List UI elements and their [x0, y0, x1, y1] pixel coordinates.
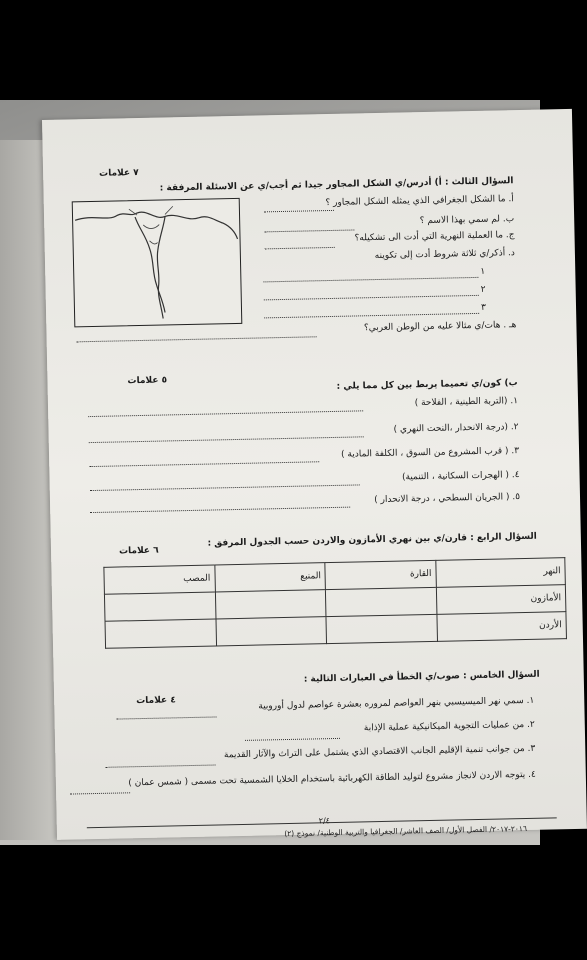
- q5-item: ٣. من جوانب تنمية الإقليم الجانب الاقتصادي الذي يشتمل على التراث والآثار القديمة: [223, 743, 536, 761]
- answer-line[interactable]: [264, 313, 479, 319]
- delta-map-figure: [72, 198, 243, 327]
- river-name-cell: الأمازون: [436, 585, 566, 615]
- q3-item-b: ب. لم سمي بهذا الاسم ؟: [419, 214, 515, 227]
- q5-item: ٤. يتوجه الاردن لانجاز مشروع لتوليد الطاقة الكهربائية باستخدام الخلايا الشمسية تحت مسمى ( شمس عمان ): [128, 769, 536, 789]
- answer-line[interactable]: [106, 765, 216, 768]
- q3-header: السؤال الثالث : أ) أدرس/ي الشكل المجاور جيدا ثم أجب/ي عن الاسئلة المرفقة :: [159, 176, 514, 194]
- condition-number: ٣: [480, 302, 486, 313]
- answer-line[interactable]: [77, 336, 317, 342]
- answer-line[interactable]: [88, 410, 363, 417]
- q3b-item: ١. (التربة الطينية ، الفلاحة ): [414, 396, 519, 409]
- table-header-cell: المنبع: [215, 563, 326, 592]
- condition-number: ٢: [480, 284, 486, 295]
- q3-item-e: هـ . هات/ي مثالا عليه من الوطن العربي؟: [363, 320, 517, 334]
- answer-line[interactable]: [90, 484, 360, 491]
- table-header-cell: النهر: [436, 558, 566, 588]
- table-header-cell: المصب: [104, 565, 215, 594]
- footer-text: ٢٠١٦-٢٠١٧/ الفصل الأول/ الصف العاشر/ الجغرافيا والتربية الوطنية/ نموذج (٢): [284, 824, 528, 839]
- q3b-header: ب) كون/ي تعميما يربط بين كل مما يلي :: [336, 378, 518, 392]
- answer-line[interactable]: [89, 461, 319, 467]
- answer-line[interactable]: [264, 295, 479, 301]
- q3-item-c: ج. ما العملية النهرية التي أدت الى تشكيله؟: [354, 230, 515, 244]
- answer-cell[interactable]: [105, 619, 216, 648]
- q3b-item: ٤. ( الهجرات السكانية ، التنمية): [401, 470, 520, 483]
- exam-page: [42, 109, 587, 840]
- answer-cell[interactable]: [326, 587, 437, 616]
- q3b-marks: ٥ علامات: [127, 375, 168, 387]
- q5-item: ٢. من عمليات التجوية الميكانيكية عملية الإذابة: [363, 719, 535, 734]
- answer-line[interactable]: [264, 229, 354, 232]
- q3b-item: ٥. ( الجريان السطحي ، درجة الانحدار ): [374, 492, 521, 506]
- comparison-table: [103, 557, 567, 649]
- q4-header: السؤال الرابع : قارن/ي بين نهري الأمازون والاردن حسب الجدول المرفق :: [207, 531, 537, 549]
- q3b-item: ٣. ( قرب المشروع من السوق ، الكلفة المادية ): [341, 446, 520, 460]
- answer-line[interactable]: [70, 792, 130, 794]
- q5-item: ١. سمي نهر الميسيسبي بنهر العواصم لمروره بعشرة عواصم لدول أوروبية: [258, 695, 535, 712]
- document-photo: [0, 100, 562, 845]
- q5-marks: ٤ علامات: [136, 695, 176, 707]
- answer-line[interactable]: [265, 247, 335, 249]
- q3-item-d: د. أذكر/ي ثلاثة شروط أدت إلى تكوينه: [374, 248, 515, 262]
- answer-line[interactable]: [117, 716, 217, 719]
- answer-cell[interactable]: [104, 592, 215, 621]
- answer-line[interactable]: [90, 507, 350, 513]
- answer-line[interactable]: [264, 210, 334, 212]
- q5-header: السؤال الخامس : صوب/ي الخطأ في العبارات التالية :: [303, 669, 540, 685]
- q3b-item: ٢. (درجة الانحدار ،النحت النهري ): [393, 422, 519, 435]
- answer-line[interactable]: [263, 277, 478, 283]
- table-header-cell: القارة: [325, 560, 436, 589]
- q3-item-a: أ. ما الشكل الجغرافي الذي يمثله الشكل المجاور ؟: [325, 194, 514, 209]
- page-number: ٢/٤: [318, 816, 331, 826]
- q3-marks: ٧ علامات: [99, 167, 139, 179]
- answer-line[interactable]: [89, 436, 364, 443]
- condition-number: ١: [480, 266, 486, 277]
- answer-cell[interactable]: [216, 617, 327, 646]
- answer-cell[interactable]: [326, 614, 437, 643]
- nile-delta-map-icon: [73, 199, 242, 326]
- answer-cell[interactable]: [215, 590, 326, 619]
- q4-marks: ٦ علامات: [118, 545, 159, 557]
- river-name-cell: الأردن: [437, 612, 567, 642]
- answer-line[interactable]: [245, 738, 340, 741]
